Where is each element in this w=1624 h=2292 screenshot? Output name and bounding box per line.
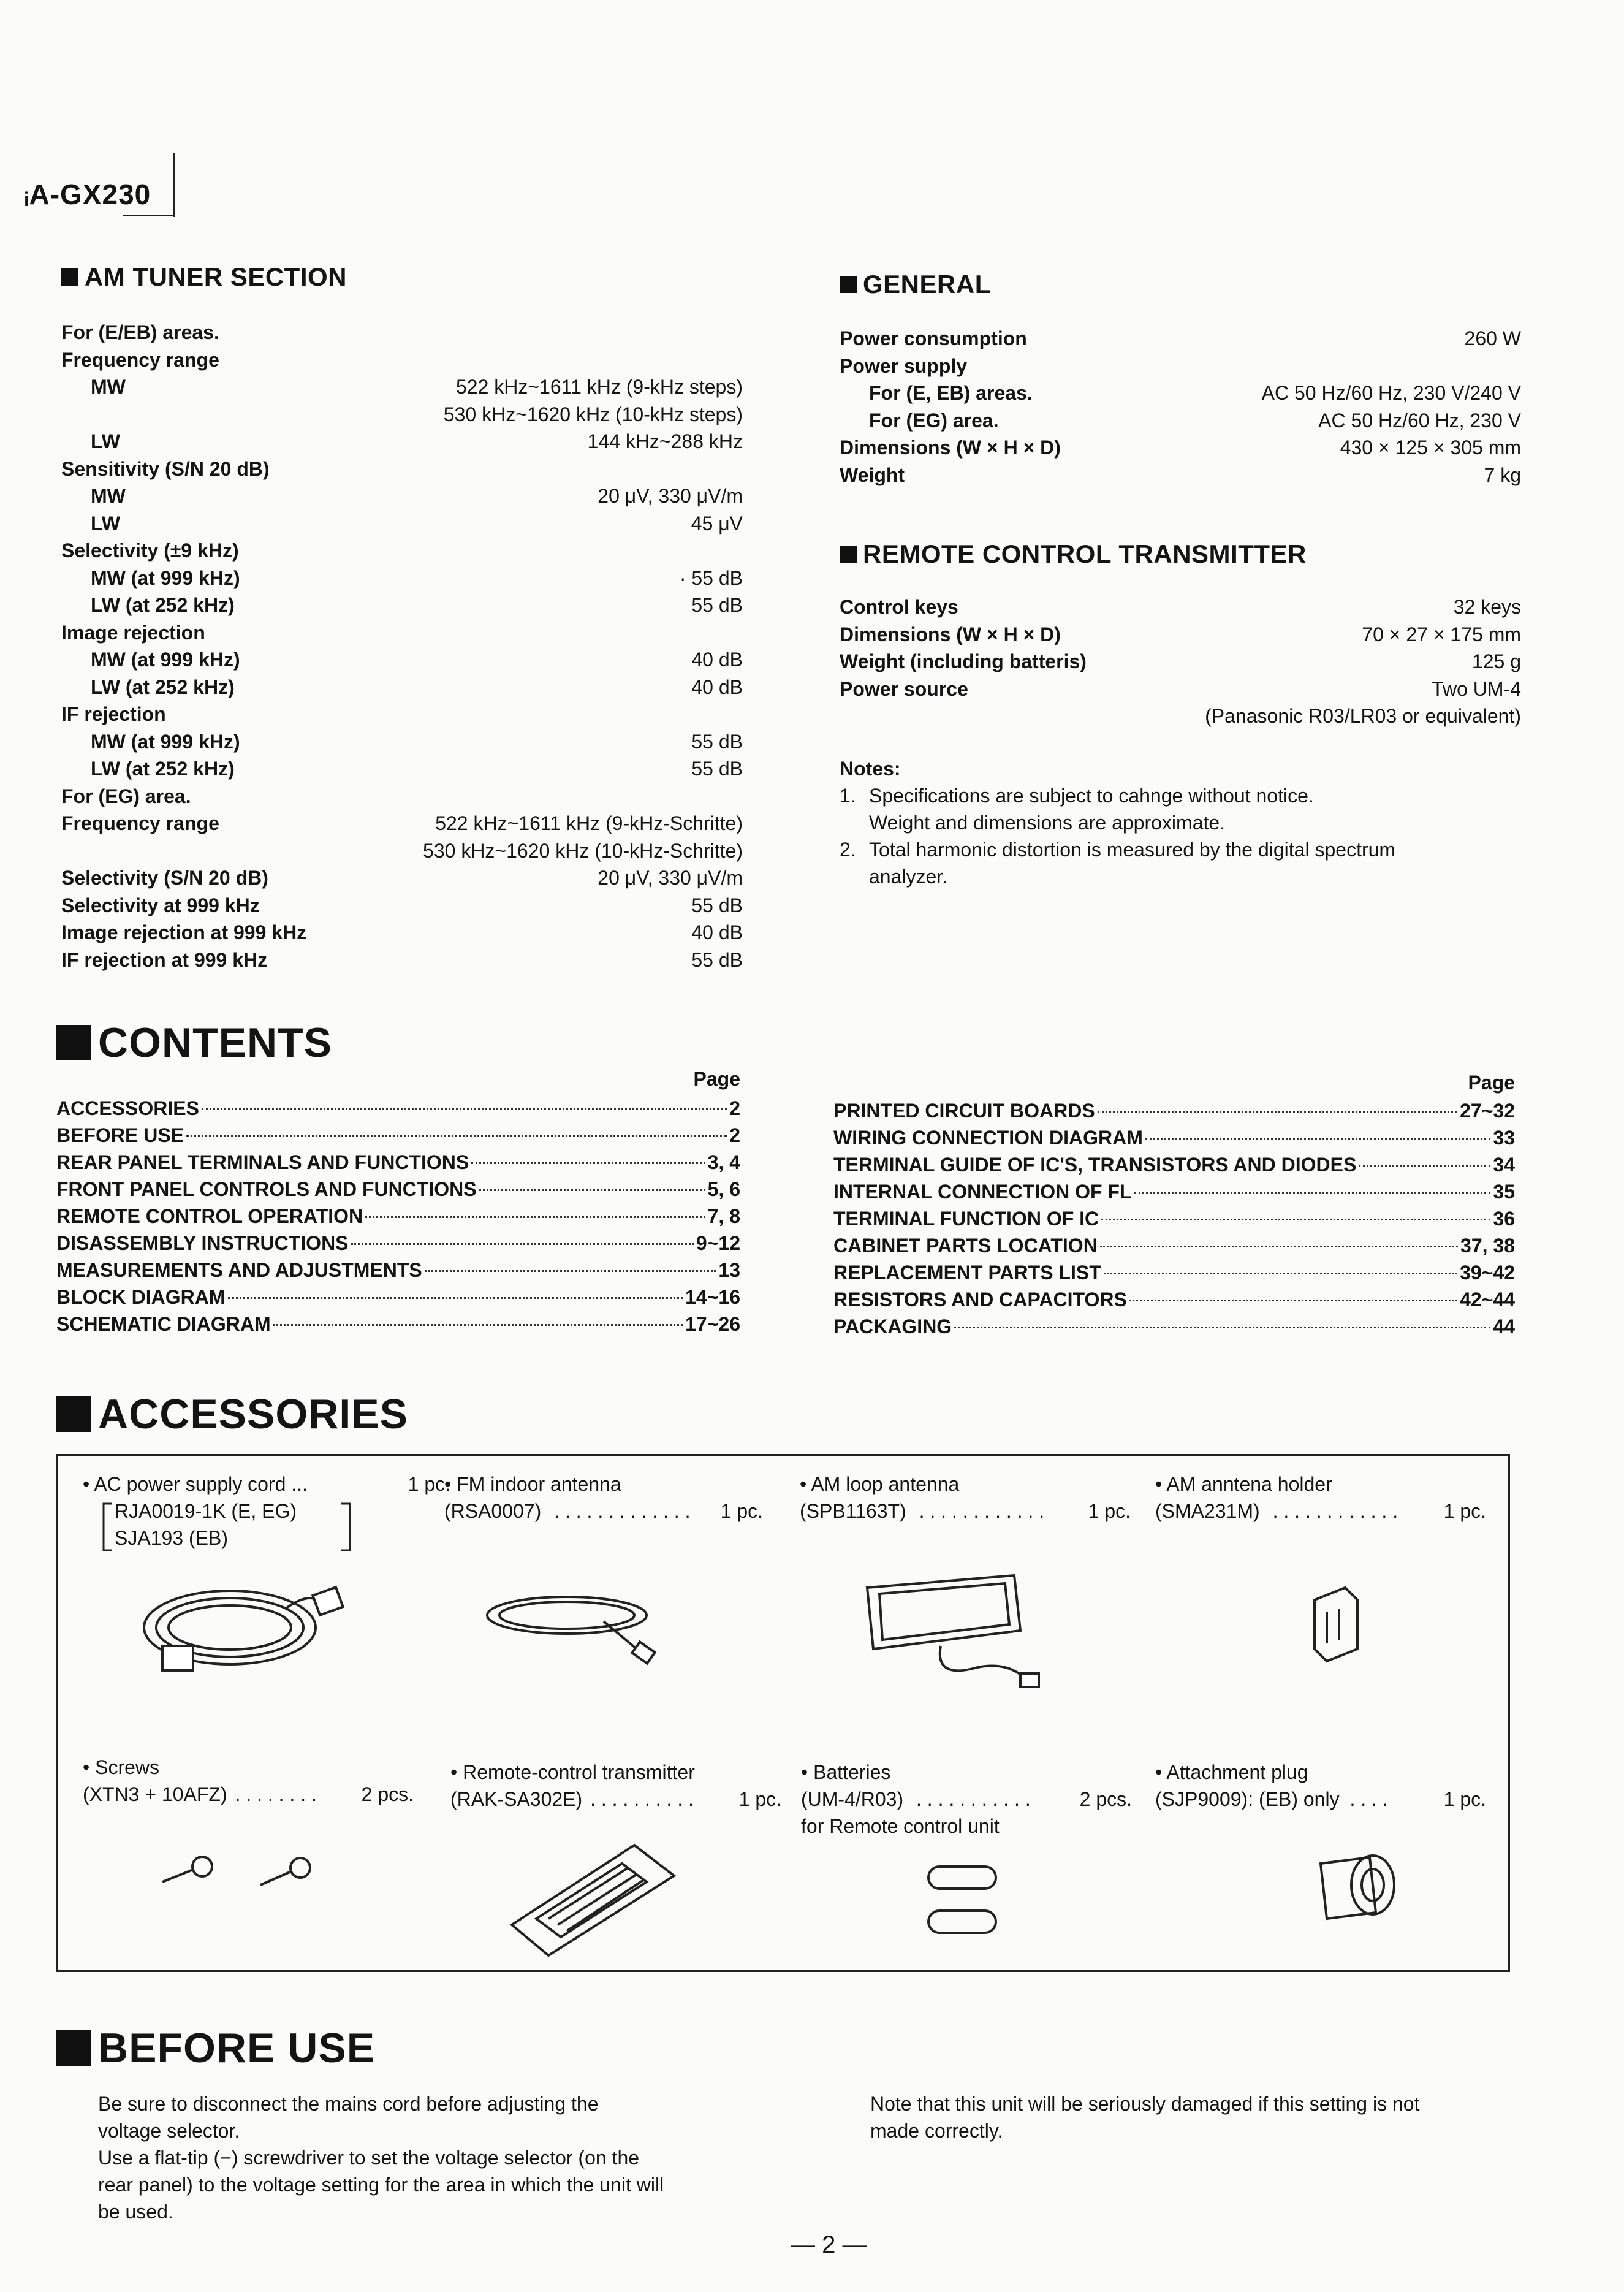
section-bullet-icon xyxy=(56,1396,91,1432)
before-use-warning xyxy=(870,2090,1514,2144)
accessory-remote-transmitter xyxy=(450,1759,781,1813)
accessory-part-number: (RAK-SA302E) xyxy=(450,1788,583,1810)
contents-entry-title: RESISTORS AND CAPACITORS xyxy=(833,1289,1127,1311)
spec-row xyxy=(61,565,743,592)
screws-image xyxy=(156,1848,328,1897)
leader-dots xyxy=(1104,1273,1457,1274)
spec-label: MW (at 999 kHz) xyxy=(91,649,240,671)
spec-row xyxy=(61,346,743,374)
spec-label: LW (at 252 kHz) xyxy=(91,676,235,698)
accessory-name: • AM anntena holder xyxy=(1155,1473,1332,1495)
accessory-name: • AC power supply cord ... xyxy=(83,1473,308,1495)
leader-dots xyxy=(1101,1219,1490,1220)
contents-entry-page: 2 xyxy=(729,1124,740,1146)
before-use-title xyxy=(56,2024,375,2072)
instruction-line: rear panel) to the voltage setting for the area in which the unit will xyxy=(98,2174,664,2196)
leader-dots: . . . . . . . . . . . xyxy=(916,1788,1031,1810)
leader-dots xyxy=(954,1327,1490,1328)
contents-entry-title: MEASUREMENTS AND ADJUSTMENTS xyxy=(56,1259,422,1281)
spec-value: 55 dB xyxy=(691,758,743,780)
contents-entry-title: REPLACEMENT PARTS LIST xyxy=(833,1262,1101,1284)
accessory-name: • Screws xyxy=(83,1756,159,1778)
instruction-line: voltage selector. xyxy=(98,2120,240,2142)
spec-label: LW xyxy=(91,430,120,452)
left-bracket-icon xyxy=(101,1502,113,1551)
leader-dots xyxy=(273,1324,683,1326)
contents-page-header-left: Page xyxy=(693,1068,740,1090)
accessory-am-loop-antenna xyxy=(800,1471,1131,1525)
contents-entry-title: REAR PANEL TERMINALS AND FUNCTIONS xyxy=(56,1151,469,1173)
ac-cord-image xyxy=(138,1566,346,1683)
spec-label: LW (at 252 kHz) xyxy=(91,758,235,780)
general-title-text: GENERAL xyxy=(863,270,991,299)
contents-entry xyxy=(833,1124,1515,1151)
am-tuner-spec-list xyxy=(61,319,743,973)
note-item-2 xyxy=(840,836,1521,890)
spec-value: 430 × 125 × 305 mm xyxy=(1340,436,1521,459)
spec-row xyxy=(61,864,743,892)
contents-entry xyxy=(56,1149,740,1176)
spec-label: Frequency range xyxy=(61,348,219,371)
accessory-quantity: 1 pc. xyxy=(738,1788,781,1810)
leader-dots xyxy=(202,1108,727,1110)
spec-label: Power source xyxy=(840,677,968,700)
note-line: Weight and dimensions are approximate. xyxy=(869,812,1226,834)
spec-label: Control keys xyxy=(840,596,958,618)
accessory-variant: SJA193 (EB) xyxy=(115,1527,228,1549)
contents-entry-page: 27~32 xyxy=(1460,1100,1515,1122)
spec-row xyxy=(840,462,1521,489)
spec-label: MW (at 999 kHz) xyxy=(91,730,240,753)
spec-row xyxy=(61,455,743,483)
spec-row xyxy=(61,537,743,565)
accessory-am-antenna-holder xyxy=(1155,1471,1486,1525)
accessory-quantity: 2 pcs. xyxy=(1079,1788,1132,1810)
spec-label: LW xyxy=(91,512,120,535)
accessories-title-text: ACCESSORIES xyxy=(98,1391,408,1437)
spec-value: 32 keys xyxy=(1453,596,1521,618)
spec-row xyxy=(61,783,743,810)
spec-row xyxy=(61,674,743,701)
instruction-line: be used. xyxy=(98,2201,173,2223)
accessory-quantity: 2 pcs. xyxy=(361,1783,414,1805)
contents-entry-page: 3, 4 xyxy=(707,1151,740,1173)
spec-value: 40 dB xyxy=(691,921,743,943)
accessory-quantity: 1 pc. xyxy=(720,1500,763,1522)
leader-dots xyxy=(1145,1138,1491,1140)
contents-entry-page: 33 xyxy=(1493,1127,1515,1149)
contents-entry-page: 9~12 xyxy=(696,1232,740,1254)
am-antenna-holder-image xyxy=(1302,1582,1370,1667)
leader-dots xyxy=(1129,1300,1457,1301)
contents-entry xyxy=(56,1284,740,1311)
accessory-ac-cord xyxy=(83,1471,450,1551)
attachment-plug-image xyxy=(1296,1845,1406,1931)
note-line: Specifications are subject to cahnge without notice. xyxy=(869,785,1314,807)
leader-dots xyxy=(1100,1246,1458,1247)
spec-value: Two UM-4 xyxy=(1432,677,1521,700)
remote-spec-list xyxy=(840,593,1521,730)
spec-row xyxy=(840,593,1521,621)
spec-row xyxy=(61,810,743,837)
spec-row xyxy=(61,919,743,946)
contents-entry-page: 39~42 xyxy=(1460,1262,1515,1284)
leader-dots: . . . . . . . . . . xyxy=(590,1788,694,1810)
section-bullet-icon xyxy=(56,1025,91,1060)
spec-label: For (EG) area. xyxy=(869,409,999,432)
notes-block xyxy=(840,755,1521,890)
contents-entry xyxy=(833,1259,1515,1286)
contents-entry-title: PACKAGING xyxy=(833,1315,952,1338)
accessory-name: • FM indoor antenna xyxy=(444,1473,621,1495)
spec-label: For (E, EB) areas. xyxy=(869,382,1033,404)
contents-entry-title: ACCESSORIES xyxy=(56,1097,199,1119)
spec-row xyxy=(61,701,743,728)
leader-dots xyxy=(425,1270,716,1272)
spec-value: 45 μV xyxy=(691,512,743,535)
spec-row xyxy=(61,401,743,428)
contents-entry-page: 34 xyxy=(1493,1154,1515,1176)
spec-value: 530 kHz~1620 kHz (10-kHz-Schritte) xyxy=(423,839,743,862)
spec-label: MW xyxy=(91,485,126,507)
spec-row xyxy=(61,728,743,756)
contents-title xyxy=(56,1019,332,1067)
contents-entry-title: SCHEMATIC DIAGRAM xyxy=(56,1313,271,1335)
leader-dots: . . . . . . . . xyxy=(235,1783,317,1805)
note-number: 1. xyxy=(840,785,856,807)
spec-value: (Panasonic R03/LR03 or equivalent) xyxy=(1205,705,1521,727)
remote-transmitter-image xyxy=(499,1833,683,1962)
remote-title-text: REMOTE CONTROL TRANSMITTER xyxy=(863,539,1307,568)
contents-entry xyxy=(56,1176,740,1203)
contents-entry xyxy=(56,1122,740,1149)
section-bullet-icon xyxy=(61,268,78,286)
leader-dots xyxy=(228,1297,683,1299)
contents-entry xyxy=(833,1205,1515,1232)
spec-label: Selectivity (±9 kHz) xyxy=(61,539,239,562)
spec-row xyxy=(840,621,1521,649)
spec-row xyxy=(840,407,1521,435)
notes-title: Notes: xyxy=(840,758,901,780)
note-item-1 xyxy=(840,782,1521,836)
contents-entry-page: 44 xyxy=(1493,1315,1515,1338)
spec-value: AC 50 Hz/60 Hz, 230 V/240 V xyxy=(1261,382,1521,404)
spec-row xyxy=(840,379,1521,407)
spec-label: Selectivity at 999 kHz xyxy=(61,894,260,916)
leader-dots xyxy=(186,1135,727,1137)
spec-row xyxy=(840,702,1521,730)
accessory-part-number: (XTN3 + 10AFZ) xyxy=(83,1783,227,1805)
am-tuner-title xyxy=(61,262,347,292)
accessory-name: • Attachment plug xyxy=(1155,1761,1308,1783)
contents-entry-page: 13 xyxy=(718,1259,740,1281)
spec-row xyxy=(840,434,1521,462)
contents-entry xyxy=(833,1232,1515,1259)
spec-value: 40 dB xyxy=(691,676,743,698)
spec-value: 7 kg xyxy=(1484,463,1521,486)
general-spec-list xyxy=(840,325,1521,489)
accessory-quantity: 1 pc. xyxy=(408,1473,450,1495)
spec-row xyxy=(61,482,743,510)
spec-row xyxy=(61,837,743,865)
note-line: analyzer. xyxy=(869,866,948,888)
before-use-instructions xyxy=(98,2090,742,2225)
spec-row xyxy=(61,319,743,346)
contents-entry xyxy=(833,1097,1515,1124)
spec-row xyxy=(840,676,1521,703)
spec-value: 20 μV, 330 μV/m xyxy=(598,485,743,507)
spec-label: Selectivity (S/N 20 dB) xyxy=(61,867,268,889)
spec-label: For (E/EB) areas. xyxy=(61,321,219,343)
spec-row xyxy=(840,325,1521,352)
contents-entry xyxy=(833,1313,1515,1340)
spec-label: For (EG) area. xyxy=(61,785,191,807)
am-loop-antenna-image xyxy=(855,1563,1051,1698)
contents-list-right xyxy=(833,1097,1515,1340)
contents-entry-title: FRONT PANEL CONTROLS AND FUNCTIONS xyxy=(56,1178,477,1200)
leader-dots xyxy=(351,1243,694,1245)
spec-label: Image rejection at 999 kHz xyxy=(61,921,307,943)
contents-entry-page: 37, 38 xyxy=(1460,1235,1515,1257)
spec-row xyxy=(61,946,743,974)
contents-entry-title: BLOCK DIAGRAM xyxy=(56,1286,226,1308)
contents-entry-title: WIRING CONNECTION DIAGRAM xyxy=(833,1127,1143,1149)
contents-entry-page: 36 xyxy=(1493,1208,1515,1230)
contents-entry-page: 5, 6 xyxy=(707,1178,740,1200)
general-title xyxy=(840,270,991,299)
accessory-part-number: (RSA0007) xyxy=(444,1500,542,1522)
contents-entry-title: DISASSEMBLY INSTRUCTIONS xyxy=(56,1232,349,1254)
accessory-part-number: (SPB1163T) xyxy=(800,1500,906,1522)
spec-label: Power supply xyxy=(840,354,968,377)
section-bullet-icon xyxy=(56,2030,91,2066)
note-number: 2. xyxy=(840,839,856,861)
contents-entry-page: 35 xyxy=(1493,1181,1515,1203)
header-rule-horizontal xyxy=(123,215,175,216)
contents-entry-page: 2 xyxy=(729,1097,740,1119)
spec-row xyxy=(61,510,743,538)
page-number: — 2 — xyxy=(791,2231,867,2258)
spec-label: Dimensions (W × H × D) xyxy=(840,623,1061,645)
contents-list-left xyxy=(56,1095,740,1338)
accessory-part-number: (SMA231M) xyxy=(1155,1500,1260,1522)
accessory-variant: RJA0019-1K (E, EG) xyxy=(115,1500,297,1522)
contents-page-header-right: Page xyxy=(1468,1072,1515,1094)
leader-dots xyxy=(1098,1111,1457,1113)
accessory-part-number: (UM-4/R03) xyxy=(801,1788,904,1810)
accessory-batteries xyxy=(801,1759,1132,1840)
spec-value: 55 dB xyxy=(691,948,743,971)
accessory-fm-antenna xyxy=(444,1471,763,1525)
spec-value: 40 dB xyxy=(691,649,743,671)
warning-line: Note that this unit will be seriously damaged if this setting is not xyxy=(870,2093,1420,2115)
contents-entry xyxy=(56,1095,740,1122)
leader-dots xyxy=(1359,1165,1490,1167)
leader-dots xyxy=(479,1189,705,1191)
spec-value: 125 g xyxy=(1471,650,1521,672)
instruction-line: Use a flat-tip (−) screwdriver to set the voltage selector (on the xyxy=(98,2147,640,2169)
contents-entry-title: REMOTE CONTROL OPERATION xyxy=(56,1205,363,1227)
section-bullet-icon xyxy=(840,276,857,293)
spec-value: 530 kHz~1620 kHz (10-kHz steps) xyxy=(443,403,743,425)
spec-value: 55 dB xyxy=(691,594,743,616)
leader-dots: . . . . xyxy=(1349,1788,1388,1810)
spec-value: 144 kHz~288 kHz xyxy=(587,430,743,452)
remote-title xyxy=(840,539,1307,569)
leader-dots: . . . . . . . . . . . . . xyxy=(554,1500,691,1522)
leader-dots xyxy=(1134,1192,1491,1194)
contents-entry xyxy=(56,1311,740,1338)
spec-row xyxy=(61,592,743,619)
spec-label: Image rejection xyxy=(61,621,205,644)
contents-entry xyxy=(56,1257,740,1284)
batteries-image xyxy=(916,1854,1014,1946)
accessory-name: • Batteries xyxy=(801,1761,891,1783)
spec-value: · 55 dB xyxy=(679,566,743,589)
spec-label: Weight (including batteris) xyxy=(840,650,1087,672)
contents-title-text: CONTENTS xyxy=(98,1019,332,1066)
contents-entry-page: 7, 8 xyxy=(707,1205,740,1227)
spec-value: 522 kHz~1611 kHz (9-kHz-Schritte) xyxy=(435,812,743,834)
spec-row xyxy=(61,428,743,455)
accessory-name: • AM loop antenna xyxy=(800,1473,960,1495)
contents-entry xyxy=(833,1151,1515,1178)
spec-value: 55 dB xyxy=(691,894,743,916)
am-tuner-title-text: AM TUNER SECTION xyxy=(85,262,347,291)
spec-value: 260 W xyxy=(1464,327,1521,349)
spec-label: MW xyxy=(91,376,126,398)
contents-entry-title: BEFORE USE xyxy=(56,1124,184,1146)
contents-entry xyxy=(56,1230,740,1257)
model-number: ᵢA-GX230 xyxy=(25,178,151,210)
spec-value: 522 kHz~1611 kHz (9-kHz steps) xyxy=(455,376,743,398)
header-rule-vertical xyxy=(173,153,175,217)
spec-row xyxy=(61,755,743,783)
contents-entry-title: PRINTED CIRCUIT BOARDS xyxy=(833,1100,1095,1122)
spec-row xyxy=(61,619,743,647)
spec-label: Dimensions (W × H × D) xyxy=(840,436,1061,459)
accessories-title xyxy=(56,1390,408,1438)
accessory-note: for Remote control unit xyxy=(801,1815,1000,1837)
accessory-screws xyxy=(83,1754,414,1808)
contents-entry xyxy=(56,1203,740,1230)
accessory-name: • Remote-control transmitter xyxy=(450,1761,695,1783)
warning-line: made correctly. xyxy=(870,2120,1003,2142)
accessory-part-number: (SJP9009): (EB) only xyxy=(1155,1788,1340,1810)
fm-antenna-image xyxy=(481,1578,677,1670)
spec-label: IF rejection xyxy=(61,703,166,725)
contents-entry-page: 17~26 xyxy=(685,1313,740,1335)
note-line: Total harmonic distortion is measured by the digital spectrum xyxy=(869,839,1396,861)
contents-entry-title: TERMINAL FUNCTION OF IC xyxy=(833,1208,1099,1230)
section-bullet-icon xyxy=(840,546,857,563)
accessories-panel xyxy=(56,1454,1510,1972)
spec-row xyxy=(840,648,1521,676)
spec-row xyxy=(61,373,743,401)
accessory-variants xyxy=(83,1498,450,1551)
spec-value: 55 dB xyxy=(691,730,743,753)
right-bracket-icon xyxy=(340,1502,352,1551)
spec-label: Weight xyxy=(840,463,905,486)
leader-dots xyxy=(471,1162,705,1164)
leader-dots: . . . . . . . . . . . . xyxy=(919,1500,1045,1522)
spec-label: Power consumption xyxy=(840,327,1027,349)
spec-label: Frequency range xyxy=(61,812,219,834)
leader-dots: . . . . . . . . . . . . xyxy=(1272,1500,1398,1522)
spec-label: MW (at 999 kHz) xyxy=(91,566,240,589)
contents-entry-title: TERMINAL GUIDE OF IC'S, TRANSISTORS AND DIODES xyxy=(833,1154,1357,1176)
spec-value: 70 × 27 × 175 mm xyxy=(1362,623,1521,645)
spec-value: AC 50 Hz/60 Hz, 230 V xyxy=(1318,409,1521,432)
spec-label: Sensitivity (S/N 20 dB) xyxy=(61,457,270,480)
accessory-quantity: 1 pc. xyxy=(1443,1788,1486,1810)
contents-entry xyxy=(833,1178,1515,1205)
contents-entry-title: CABINET PARTS LOCATION xyxy=(833,1235,1098,1257)
contents-entry xyxy=(833,1286,1515,1313)
accessory-attachment-plug xyxy=(1155,1759,1486,1813)
spec-row xyxy=(61,892,743,919)
instruction-line: Be sure to disconnect the mains cord before adjusting the xyxy=(98,2093,599,2115)
spec-row xyxy=(61,646,743,674)
accessory-quantity: 1 pc. xyxy=(1443,1500,1486,1522)
spec-label: IF rejection at 999 kHz xyxy=(61,948,268,971)
contents-entry-page: 42~44 xyxy=(1460,1289,1515,1311)
contents-entry-page: 14~16 xyxy=(685,1286,740,1308)
accessory-quantity: 1 pc. xyxy=(1088,1500,1131,1522)
leader-dots xyxy=(365,1216,705,1218)
contents-entry-title: INTERNAL CONNECTION OF FL xyxy=(833,1181,1132,1203)
spec-row xyxy=(840,352,1521,380)
spec-label: LW (at 252 kHz) xyxy=(91,594,235,616)
spec-value: 20 μV, 330 μV/m xyxy=(598,867,743,889)
before-use-title-text: BEFORE USE xyxy=(98,2025,376,2071)
